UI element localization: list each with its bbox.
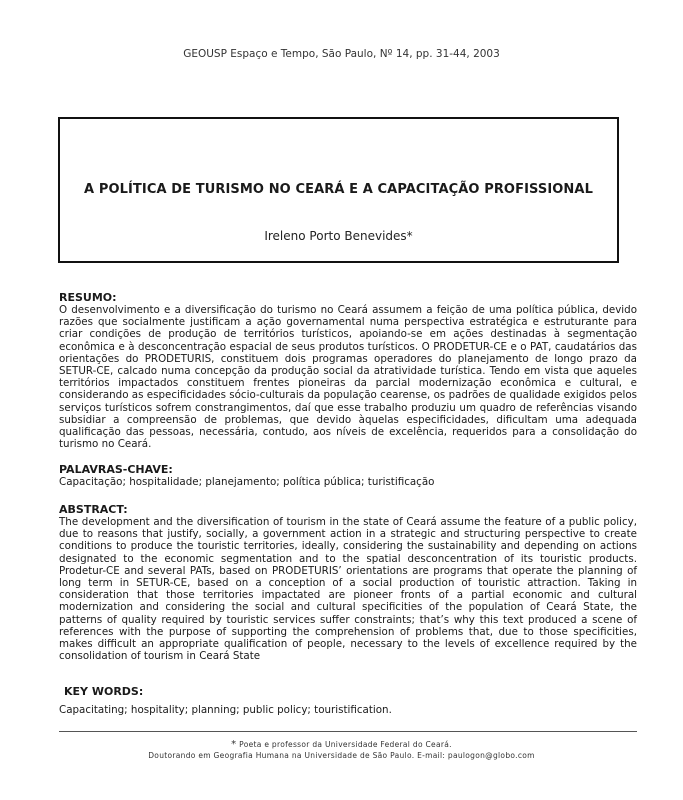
- footnote: [0, 739, 683, 761]
- footnote-line-1: Poeta e professor da Universidade Federal do Ceará.: [239, 740, 452, 749]
- abstract-text: The development and the diversification of tourism in the state of Ceará assume the feature of a public policy, due to reasons that justify, socially, a government action in a strategic and structuring perspective to create conditions to produce the touristic territories, ideally, considering the sustainability and depending on actions designated to the economic segmentation and to the spatial desconcentration of its touristic products. Prodetur-CE and several PATs, based on PRODETURIS’ orientations are programs that operate the planning of long term in SETUR-CE, based on a conception of a social production of touristic attraction. Taking in consideration that those territories impactated are pioneer fronts of a partial economic and cultural modernization and considering the social and cultural specificities of the population of Ceará State, the patterns of quality required by touristic services suffer constraints; that’s why this text produced a scene of references with the purpose of supporting the comprehension of problems that, due to those specificities, makes difficult an appropriate qualification of people, necessary to the levels of excellence required by the consolidation of tourism in Ceará State: [59, 516, 637, 663]
- key-words-heading-wrap: [64, 685, 642, 698]
- resumo-section: [59, 291, 637, 450]
- key-words-heading: KEY WORDS:: [64, 685, 144, 698]
- key-words-text: Capacitating; hospitality; planning; public policy; touristification.: [59, 704, 392, 716]
- palavras-chave-heading: PALAVRAS-CHAVE:: [59, 463, 173, 476]
- title-box: [58, 117, 619, 263]
- key-words-section: [59, 704, 637, 716]
- abstract-heading: ABSTRACT:: [59, 503, 128, 516]
- footnote-marker: *: [231, 739, 237, 750]
- paper-title: A POLÍTICA DE TURISMO NO CEARÁ E A CAPACITAÇÃO PROFISSIONAL: [84, 182, 593, 197]
- author-name: Ireleno Porto Benevides*: [264, 229, 413, 243]
- footnote-line-2: Doutorando em Geografia Humana na Universidade de São Paulo. E-mail: paulogon@globo.com: [148, 751, 535, 760]
- resumo-text: O desenvolvimento e a diversificação do turismo no Ceará assumem a feição de uma política pública, devido razões que socialmente justificam a ação governamental numa perspectiva estratégica e estruturante para criar condições de produção de territórios turísticos, apoiando-se em ações destinadas à segmentação econômica e à desconcentração espacial de seus produtos turísticos. O PRODETUR-CE e o PAT, caudatários das orientações do PRODETURIS, constituem dois programas operadores do planejamento de longo prazo da SETUR-CE, calcado numa concepção da produção social da atratividade turística. Tendo em vista que aqueles territórios impactados constituem frentes pioneiras da parcial modernização econômica e cultural, e considerando as especificidades sócio-culturais da população cearense, os padrões de qualidade exigidos pelos serviços turísticos sofrem constrangimentos, daí que esse trabalho produziu um quadro de referências visando subsidiar a compreensão de problemas, que devido àquelas especificidades, dificultam uma adequada qualificação das pessoas, necessária, contudo, aos níveis de excelência, requeridos para a consolidação do turismo no Ceará.: [59, 304, 637, 451]
- footnote-divider: [59, 731, 637, 732]
- palavras-chave-text: Capacitação; hospitalidade; planejamento; política pública; turistificação: [59, 476, 435, 488]
- resumo-heading: RESUMO:: [59, 291, 117, 304]
- palavras-chave-section: [59, 463, 637, 488]
- abstract-section: [59, 503, 637, 662]
- journal-citation: GEOUSP Espaço e Tempo, São Paulo, Nº 14, pp. 31-44, 2003: [183, 48, 500, 60]
